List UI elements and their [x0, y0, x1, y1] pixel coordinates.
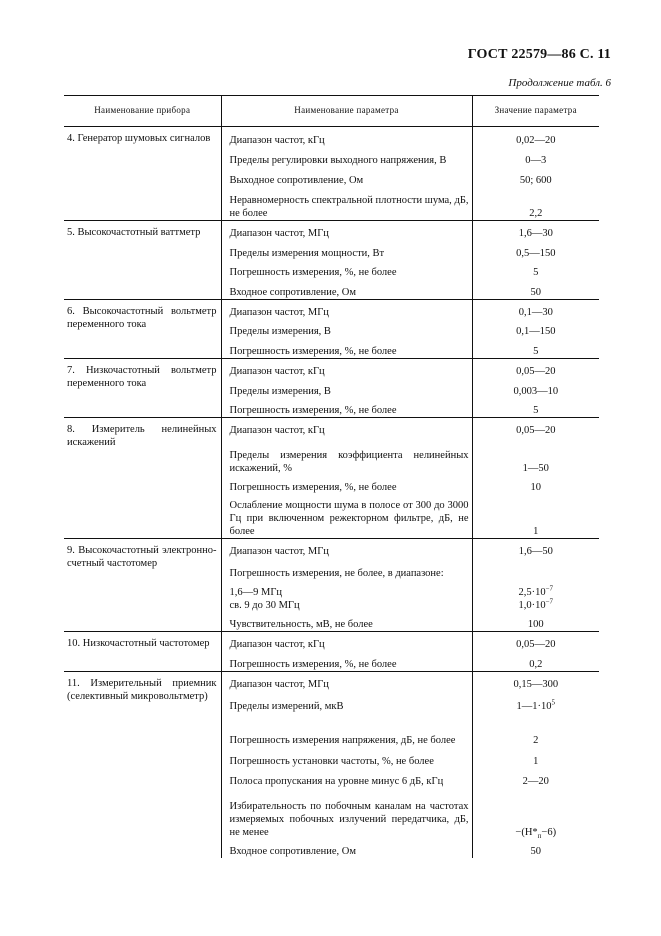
parameter-cell: Погрешность измерения, %, не более [229, 266, 397, 278]
value-cell: 0,05—20 [516, 638, 556, 650]
parameter-cell: Погрешность измерения, %, не более [229, 345, 397, 357]
value-cell: 50 [530, 845, 541, 857]
table-continuation-note: Продолжение табл. 6 [508, 77, 611, 89]
parameter-cell: Диапазон частот, МГц [229, 227, 329, 239]
parameter-cell: Чувствительность, мВ, не более [229, 618, 373, 630]
parameter-cell: Диапазон частот, МГц [229, 545, 329, 557]
parameter-cell: Погрешность измерения напряжения, дБ, не более [229, 734, 456, 746]
parameter-cell: Пределы измерений, мкВ [229, 700, 344, 712]
parameter-cell: Погрешность измерения, %, не более [229, 658, 397, 670]
table-group-row [64, 300, 599, 359]
value-cell: 2 [533, 734, 539, 746]
value-cell: 5 [533, 266, 539, 278]
parameter-cell: Пределы регулировки выходного напряжения, В [229, 154, 447, 166]
table-group-row [64, 221, 599, 300]
device-name: 4. Генератор шумовых сигналов [67, 133, 211, 144]
value-cell: 1 [533, 755, 539, 767]
parameter-cell: Ослабление мощности шума в полосе от 300 до 3000 Гц при включенном режекторном фильтре, дБ, не более [229, 499, 469, 537]
value-cell: 1 [533, 525, 539, 537]
parameter-cell: Диапазон частот, кГц [229, 134, 325, 146]
document-header-id: ГОСТ 22579—86 С. 11 [467, 47, 611, 62]
parameter-cell: Диапазон частот, кГц [229, 638, 325, 650]
parameter-cell: Диапазон частот, кГц [229, 424, 325, 436]
parameter-cell: Погрешность измерения, не более, в диапазоне: [229, 567, 444, 579]
value-cell: 0,5—150 [516, 247, 556, 259]
parameters-table [64, 95, 599, 858]
value-cell: 1,6—50 [518, 545, 553, 557]
table-header-row [64, 96, 599, 127]
value-line: $2,5\cdot 10^{-7}$ [518, 584, 554, 598]
value-cell: 0,02—20 [516, 134, 556, 146]
value-line: $1,0\cdot 10^{-7}$ [518, 597, 554, 611]
parameter-cell: Пределы измерения мощности, Вт [229, 247, 385, 259]
value-cell: 0,05—20 [516, 365, 556, 377]
value-cell: 2,2 [529, 207, 543, 219]
value-cell: 5 [533, 345, 539, 357]
parameter-cell: Диапазон частот, МГц [229, 306, 329, 318]
range-label: св. 9 до 30 МГц [229, 599, 300, 611]
device-name: 8. Измеритель нелинейных искажений [67, 424, 217, 449]
device-name: 9. Высокочастотный электронно-счетный частотомер [67, 545, 217, 570]
table-group-row [64, 359, 599, 418]
value-cell: 2—20 [522, 775, 549, 787]
value-cell: 50 [530, 286, 541, 298]
range-label: 1,6—9 МГц [229, 586, 283, 598]
table-group-row [64, 672, 599, 859]
parameter-cell: Погрешность измерения, %, не более [229, 481, 397, 493]
device-name: 7. Низкочастотный вольтметр переменного тока [67, 365, 217, 390]
column-header-value: Значение параметра [472, 96, 599, 127]
parameter-cell: Пределы измерения, В [229, 325, 331, 337]
parameter-cell: Диапазон частот, кГц [229, 365, 325, 377]
value-cell: 0,1—150 [516, 325, 556, 337]
value-cell: 1—50 [522, 462, 549, 474]
column-header-parameter: Наименование параметра [221, 96, 472, 127]
parameter-cell: Погрешность измерения, %, не более [229, 404, 397, 416]
value-cell: 0,1—30 [518, 306, 553, 318]
parameter-cell: Выходное сопротивление, Ом [229, 174, 364, 186]
device-name: 5. Высокочастотный ваттметр [67, 227, 201, 238]
device-name: 11. Измерительный приемник (селективный микровольтметр) [67, 678, 217, 703]
value-cell: 5 [533, 404, 539, 416]
parameter-cell: Пределы измерения коэффициента нелинейных искажений, % [229, 449, 469, 474]
value-cell: 50; 600 [519, 174, 552, 186]
parameter-cell: Пределы измерения, В [229, 385, 331, 397]
value-cell: 0—3 [525, 154, 547, 166]
parameter-cell: Полоса пропускания на уровне минус 6 дБ, кГц [229, 775, 444, 787]
table-group-row [64, 539, 599, 632]
device-name: 10. Низкочастотный частотомер [67, 638, 210, 649]
device-name: 6. Высокочастотный вольтметр переменного тока [67, 306, 217, 331]
value-cell: 0,15—300 [513, 678, 559, 690]
parameter-cell: Погрешность установки частоты, %, не более [229, 755, 434, 767]
parameter-cell: Входное сопротивление, Ом [229, 286, 356, 298]
table-group-row [64, 632, 599, 672]
parameter-cell: Диапазон частот, МГц [229, 678, 329, 690]
value-cell: $1—1\cdot 10^5$ [516, 698, 555, 712]
column-header-device: Наименование прибора [64, 96, 221, 127]
value-cell: 100 [527, 618, 544, 630]
value-cell: 10 [530, 481, 541, 493]
value-cell [473, 558, 600, 580]
value-cell: 0,05—20 [516, 424, 556, 436]
table-group-row [64, 127, 599, 221]
table-group-row [64, 418, 599, 539]
value-cell: 0,003—10 [513, 385, 559, 397]
value-cell: 1,6—30 [518, 227, 553, 239]
parameter-cell [222, 580, 472, 612]
parameter-cell: Избирательность по побочным каналам на частотах измеряемых побочных излучений передатчика, дБ, не менее [229, 800, 469, 838]
value-cell: $-(Н*_п-6)$ [515, 826, 557, 840]
parameter-cell: Неравномерность спектральной плотности шума, дБ, не более [229, 194, 469, 219]
value-cell [473, 580, 600, 612]
value-cell: 0,2 [529, 658, 543, 670]
parameter-cell: Входное сопротивление, Ом [229, 845, 356, 857]
